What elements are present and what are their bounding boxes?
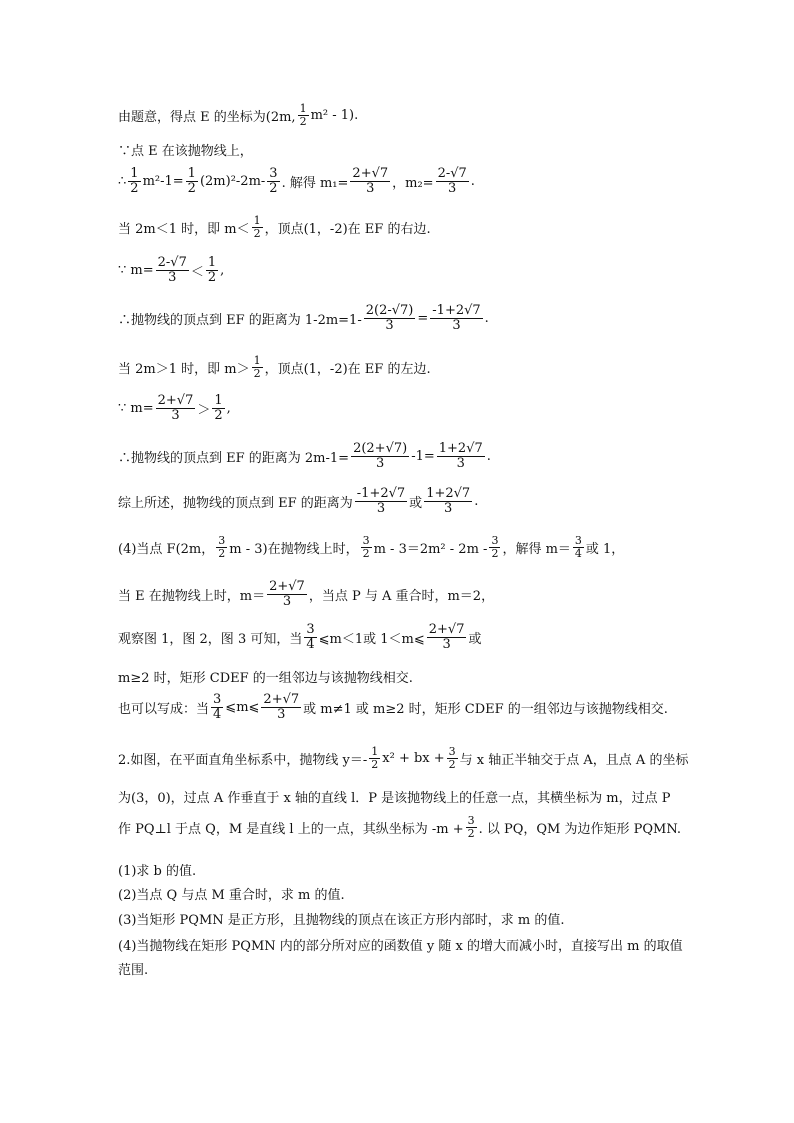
solution-line xyxy=(118,304,489,332)
text-segment: (3)当矩形 PQMN 是正方形，且抛物线的顶点在该正方形内部时，求 m 的值. xyxy=(118,913,565,928)
fraction: $\frac{1}{2}$ xyxy=(253,214,261,240)
fraction: $\frac{1}{2}$ xyxy=(187,166,196,196)
solution-line xyxy=(118,215,431,239)
fraction: $\frac{-1+2√7}{3}$ xyxy=(356,486,406,516)
text-segment: (2)当点 Q 与点 M 重合时，求 m 的值. xyxy=(118,888,345,903)
question-item xyxy=(118,959,148,978)
text-segment: 2.如图，在平面直角坐标系中，抛物线 y＝- xyxy=(118,752,368,768)
fraction: $\frac{1+2√7}{3}$ xyxy=(426,486,471,516)
text-segment: -1= xyxy=(411,448,435,464)
fraction: $\frac{-1+2√7}{3}$ xyxy=(432,303,481,333)
text-segment: = xyxy=(417,310,429,326)
fraction: $\frac{1}{2}$ xyxy=(253,354,261,380)
fraction: $\frac{3}{4}$ xyxy=(213,692,222,722)
fraction: $\frac{1}{2}$ xyxy=(371,745,379,771)
text-segment: 综上所述，抛物线的顶点到 EF 的距离为 xyxy=(118,495,353,511)
solution-line xyxy=(118,623,481,651)
text-segment: m≥2 时，矩形 CDEF 的一组邻边与该抛物线相交. xyxy=(118,671,413,686)
question-item xyxy=(118,860,196,879)
problem-line xyxy=(118,746,688,770)
text-segment: , xyxy=(226,400,231,416)
text-segment: ∵点 E 在该抛物线上， xyxy=(118,144,253,159)
text-segment: . xyxy=(484,310,489,326)
fraction: $\frac{1}{2}$ xyxy=(130,166,139,196)
text-segment: 与 x 轴正半轴交于点 A，且点 A 的坐标 xyxy=(459,752,689,768)
text-segment: ⩽m⩽ xyxy=(225,699,260,715)
fraction: $\frac{3}{4}$ xyxy=(574,534,582,560)
fraction: $\frac{2+√7}{3}$ xyxy=(352,166,389,196)
solution-line xyxy=(118,535,624,559)
fraction: $\frac{2-√7}{3}$ xyxy=(157,255,187,285)
text-segment: , xyxy=(220,262,225,278)
text-segment: . 解得 m₁= xyxy=(281,175,349,191)
fraction: $\frac{1}{2}$ xyxy=(214,393,223,423)
text-segment: m² - 1). xyxy=(310,107,359,123)
fraction: $\frac{3}{2}$ xyxy=(491,534,499,560)
text-segment: ＜ xyxy=(190,264,204,280)
fraction: $\frac{1+2√7}{3}$ xyxy=(438,441,483,471)
solution-line xyxy=(118,140,253,159)
text-segment: 或 1， xyxy=(585,541,625,557)
solution-line xyxy=(118,394,231,422)
text-segment: 或 xyxy=(468,631,482,647)
text-segment: 由题意，得点 E 的坐标为(2m, xyxy=(118,109,296,125)
question-item xyxy=(118,935,683,954)
fraction: $\frac{1}{2}$ xyxy=(299,102,307,128)
problem-line xyxy=(118,815,681,839)
text-segment: (1)求 b 的值. xyxy=(118,864,197,879)
text-segment: 当 E 在抛物线上时，m＝ xyxy=(118,588,266,604)
question-item xyxy=(118,909,565,928)
text-segment: 或 xyxy=(409,495,423,511)
solution-line xyxy=(118,580,494,608)
text-segment: ，顶点(1，-2)在 EF 的右边. xyxy=(264,221,431,237)
solution-line xyxy=(118,355,431,379)
text-segment: 当 2m＜1 时，即 m＜ xyxy=(118,221,250,237)
question-item xyxy=(118,884,345,903)
fraction: $\frac{3}{2}$ xyxy=(269,166,278,196)
problem-line xyxy=(118,787,670,806)
text-segment: ＞ xyxy=(197,402,211,418)
text-segment: 为(3，0)，过点 A 作垂直于 x 轴的直线 l．P 是该抛物线上的任意一点，其横坐标为 m，过点 P xyxy=(118,791,671,806)
text-segment: (4)当抛物线在矩形 PQMN 内的部分所对应的函数值 y 随 x 的增大而减小时，直接写出 m 的取值 xyxy=(118,939,683,954)
fraction: $\frac{3}{2}$ xyxy=(362,534,370,560)
text-segment: ，解得 m＝ xyxy=(502,541,571,557)
text-segment: 观察图 1，图 2，图 3 可知，当 xyxy=(118,631,303,647)
fraction: $\frac{3}{2}$ xyxy=(448,745,456,771)
fraction: $\frac{2(2+√7)}{3}$ xyxy=(353,441,408,471)
fraction: $\frac{3}{2}$ xyxy=(218,534,226,560)
solution-line xyxy=(118,693,668,721)
fraction: $\frac{2+√7}{3}$ xyxy=(263,692,300,722)
solution-line xyxy=(118,103,358,127)
text-segment: ∴ xyxy=(118,173,127,189)
solution-line xyxy=(118,256,224,284)
text-segment: . xyxy=(474,493,479,509)
text-segment: 或 m≠1 或 m≥2 时，矩形 CDEF 的一组邻边与该抛物线相交. xyxy=(303,701,668,717)
text-segment: ∴抛物线的顶点到 EF 的距离为 1-2m=1- xyxy=(118,312,362,328)
text-segment: . xyxy=(470,173,475,189)
text-segment: ⩽m＜1或 1＜m⩽ xyxy=(318,631,425,647)
fraction: $\frac{3}{2}$ xyxy=(467,814,475,840)
text-segment: 范围. xyxy=(118,963,149,978)
fraction: $\frac{1}{2}$ xyxy=(207,255,217,285)
text-segment: m - 3)在抛物线上时， xyxy=(229,541,359,557)
text-segment: 也可以写成：当 xyxy=(118,701,210,717)
text-segment: ∵ m= xyxy=(118,400,154,416)
fraction: $\frac{2-√7}{3}$ xyxy=(437,166,467,196)
fraction: $\frac{2+√7}{3}$ xyxy=(428,622,465,652)
text-segment: ∵ m= xyxy=(118,262,154,278)
text-segment: (4)当点 F(2m， xyxy=(118,541,215,557)
text-segment: . 以 PQ，QM 为边作矩形 PQMN. xyxy=(478,821,682,837)
text-segment: m²-1= xyxy=(142,173,184,189)
solution-line xyxy=(118,667,413,686)
text-segment: 当 2m＞1 时，即 m＞ xyxy=(118,361,250,377)
text-segment: . xyxy=(486,448,491,464)
text-segment: ，当点 P 与 A 重合时，m＝2， xyxy=(308,588,495,604)
text-segment: ，顶点(1，-2)在 EF 的左边. xyxy=(264,361,431,377)
fraction: $\frac{2+√7}{3}$ xyxy=(157,393,194,423)
fraction: $\frac{3}{4}$ xyxy=(306,622,315,652)
solution-line xyxy=(118,442,491,470)
solution-line xyxy=(118,487,478,515)
text-segment: 作 PQ⊥l 于点 Q，M 是直线 l 上的一点，其纵坐标为 -m + xyxy=(118,821,464,837)
fraction: $\frac{2+√7}{3}$ xyxy=(269,579,305,609)
fraction: $\frac{2(2-√7)}{3}$ xyxy=(365,303,414,333)
text-segment: ，m₂= xyxy=(392,175,434,191)
text-segment: ∴抛物线的顶点到 EF 的距离为 2m-1= xyxy=(118,450,350,466)
solution-line xyxy=(118,167,475,195)
text-segment: x² + bx + xyxy=(382,750,445,766)
text-segment: (2m)²-2m- xyxy=(199,173,266,189)
text-segment: m - 3＝2m² - 2m - xyxy=(373,541,488,557)
